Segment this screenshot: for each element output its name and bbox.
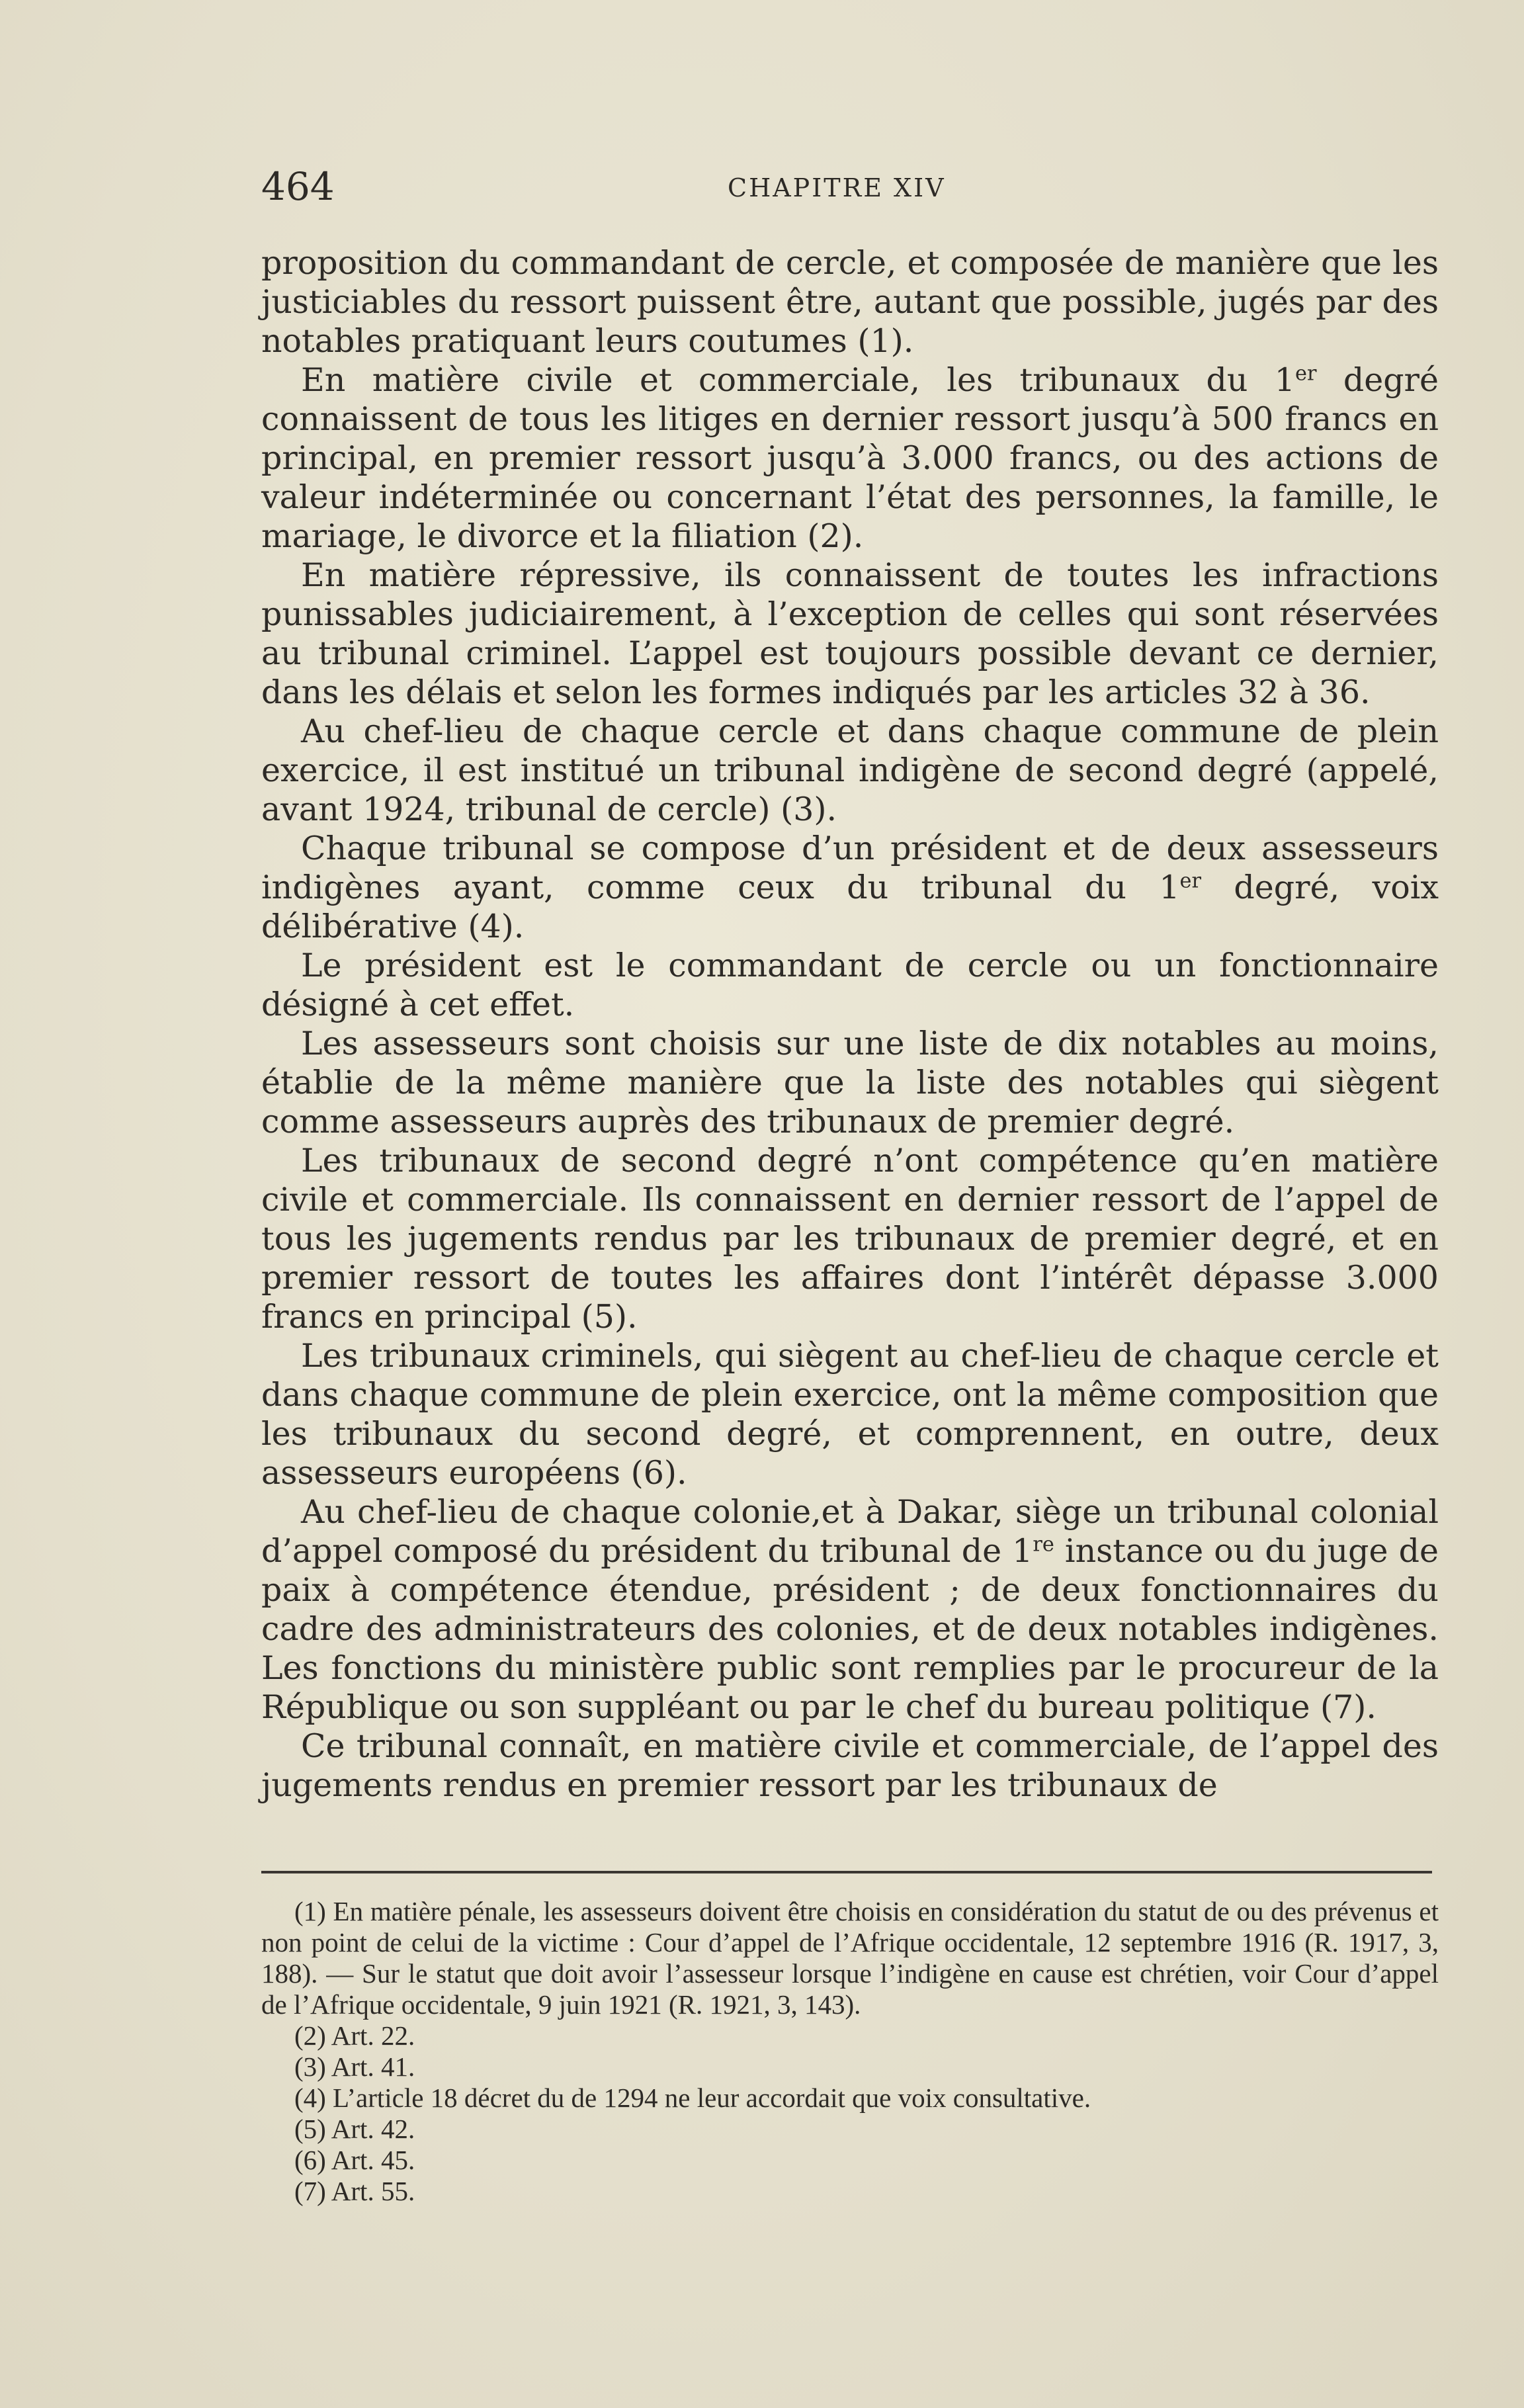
paragraph: Le président est le commandant de cercle ou un fonctionnaire désigné à cet effet. [261, 947, 1439, 1023]
footnotes [261, 1896, 1439, 2207]
footnote: (3) Art. 41. [294, 2051, 415, 2082]
paragraph: Au chef-lieu de chaque colonie,et à Dakar, siège un tribunal colonial d’appel composé du président du tribunal de 1re instance ou du juge de paix à compétence étendue, président ; de deux fonctionnaires du cadre des administrateurs des colonies, et de deux notables indigènes. Les fonctions du ministère public sont remplies par le procureur de la République ou son suppléant ou par le chef du bureau politique (7). [261, 1493, 1439, 1726]
paragraph: Les tribunaux de second degré n’ont compétence qu’en matière civile et commerciale. Ils connaissent en dernier ressort de l’appel de tous les jugements rendus par les tribunaux de premier degré, et en premier ressort de toutes les affaires dont l’intérêt dépasse 3.000 francs en principal (5). [261, 1142, 1439, 1336]
paragraph: En matière civile et commerciale, les tribunaux du 1er degré connaissent de tous les litiges en dernier ressort jusqu’à 500 francs en principal, en premier ressort jusqu’à 3.000 francs, ou des actions de valeur indéterminée ou concernant l’état des personnes, la famille, le mariage, le divorce et la filiation (2). [261, 361, 1439, 555]
paragraph: Les tribunaux criminels, qui siègent au chef-lieu de chaque cercle et dans chaque commune de plein exercice, ont la même composition que les tribunaux du second degré, et comprennent, en outre, deux assesseurs européens (6). [261, 1337, 1439, 1492]
main-text [261, 243, 1439, 1805]
ordinal-superscript: re [1033, 1533, 1054, 1557]
ordinal-superscript: er [1179, 869, 1202, 893]
footnote: (7) Art. 55. [294, 2176, 415, 2206]
running-title: CHAPITRE XIV [728, 173, 946, 202]
footnote: (4) L’article 18 décret du de 1294 ne leur accordait que voix consultative. [294, 2083, 1091, 2113]
page-header [261, 164, 1439, 217]
footnote: (5) Art. 42. [294, 2114, 415, 2144]
paragraph: Au chef-lieu de chaque cercle et dans chaque commune de plein exercice, il est institué un tribunal indigène de second degré (appelé, avant 1924, tribunal de cercle) (3). [261, 712, 1439, 828]
footnote: (1) En matière pénale, les assesseurs doivent être choisis en considération du statut de ou des prévenus et non point de celui de la victime : Cour d’appel de l’Afrique occidentale, 12 septembre 1916 (R. 1917, 3, 188). — Sur le statut que doit avoir l’assesseur lorsque l’indigène en cause est chrétien, voir Cour d’appel de l’Afrique occidentale, 9 juin 1921 (R. 1921, 3, 143). [261, 1896, 1439, 2020]
page-number: 464 [261, 164, 335, 209]
footnote: (2) Art. 22. [294, 2020, 415, 2051]
paragraph: Chaque tribunal se compose d’un président et de deux assesseurs indigènes ayant, comme ceux du tribunal du 1er degré, voix délibérative (4). [261, 830, 1439, 945]
ordinal-superscript: er [1294, 362, 1317, 386]
paragraph: Ce tribunal connaît, en matière civile et commerciale, de l’appel des jugements rendus en premier ressort par les tribunaux de [261, 1727, 1439, 1804]
paragraph: proposition du commandant de cercle, et composée de manière que les justiciables du ressort puissent être, autant que possible, jugés par des notables pratiquant leurs coutumes (1). [261, 244, 1439, 360]
footnote: (6) Art. 45. [294, 2145, 415, 2175]
footnote-divider [261, 1871, 1432, 1873]
paragraph: En matière répressive, ils connaissent de toutes les infractions punissables judiciairement, à l’exception de celles qui sont réservées au tribunal criminel. L’appel est toujours possible devant ce dernier, dans les délais et selon les formes indiqués par les articles 32 à 36. [261, 556, 1439, 711]
paragraph: Les assesseurs sont choisis sur une liste de dix notables au moins, établie de la même manière que la liste des notables qui siègent comme assesseurs auprès des tribunaux de premier degré. [261, 1025, 1439, 1140]
